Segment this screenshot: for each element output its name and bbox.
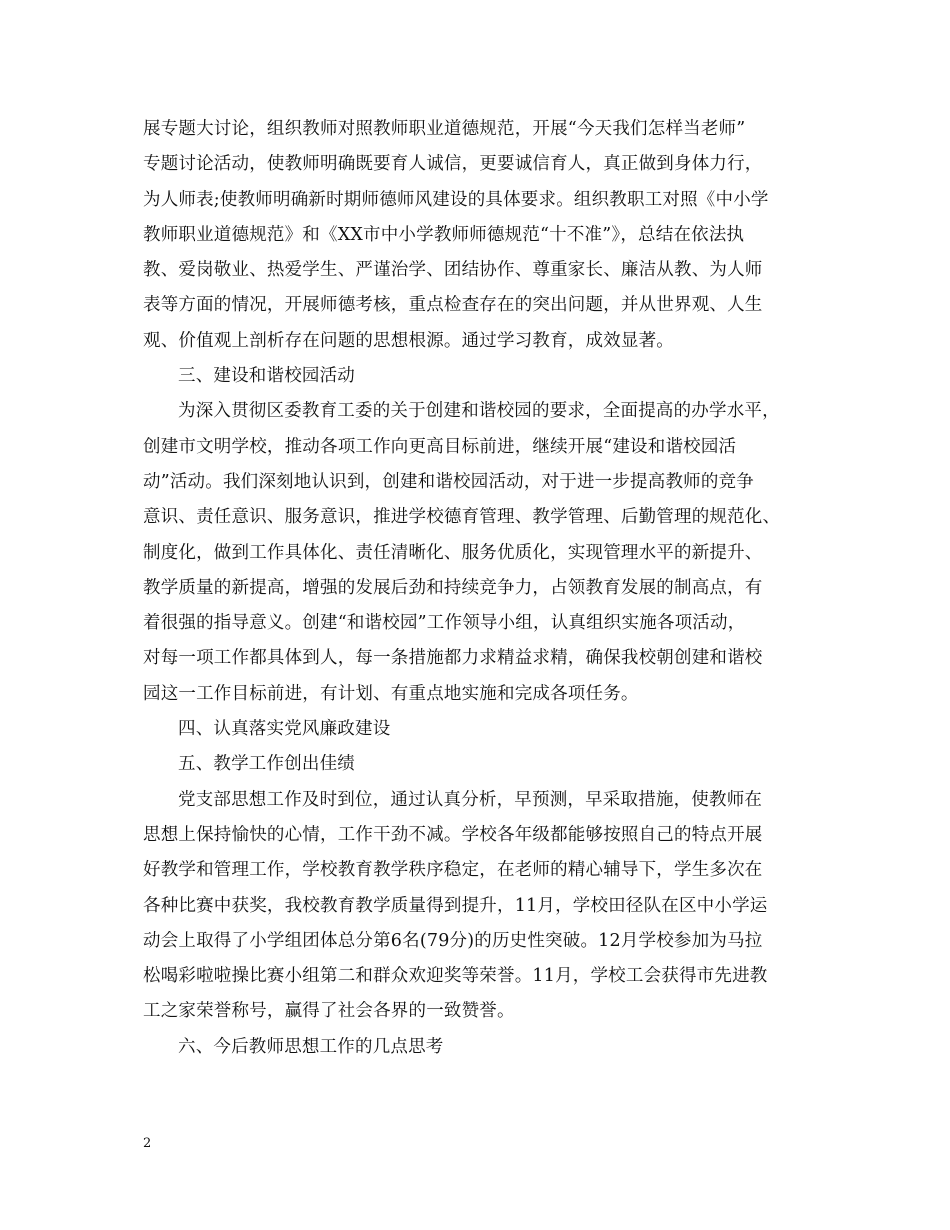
text-line: 展专题大讨论，组织教师对照教师职业道德规范，开展“今天我们怎样当老师”	[143, 119, 746, 139]
text-line: 动”活动。我们深刻地认识到，创建和谐校园活动，对于进一步提高教师的竞争	[143, 471, 754, 492]
text-line: 各种比赛中获奖，我校教育教学质量得到提升，11月，学校田径队在区中小学运	[143, 895, 768, 916]
page-number: 2	[143, 1136, 152, 1151]
text-line: 创建市文明学校，推动各项工作向更高目标前进，继续开展“建设和谐校园活	[143, 436, 737, 457]
text-line: 教、爱岗敬业、热爱学生、严谨治学、团结协作、尊重家长、廉洁从教、为人师	[143, 260, 763, 281]
text-line: 表等方面的情况，开展师德考核，重点检查存在的突出问题，并从世界观、人生	[143, 295, 763, 316]
section-heading: 六、今后教师思想工作的几点思考	[178, 1036, 444, 1057]
text-line: 动会上取得了小学组团体总分第6名(79分)的历史性突破。12月学校参加为马拉	[143, 930, 763, 951]
text-line: 制度化，做到工作具体化、责任清晰化、服务优质化，实现管理水平的新提升、	[143, 542, 763, 563]
text-line: 思想上保持愉快的心情，工作干劲不减。学校各年级都能够按照自己的特点开展	[143, 824, 763, 845]
text-line: 园这一工作目标前进，有计划、有重点地实施和完成各项任务。	[143, 683, 639, 704]
text-line: 教学质量的新提高，增强的发展后劲和持续竞争力，占领教育发展的制高点，有	[143, 577, 763, 598]
text-line: 为人师表;使教师明确新时期师德师风建设的具体要求。组织教职工对照《中小学	[143, 189, 769, 210]
text-line: 专题讨论活动，使教师明确既要育人诚信，更要诚信育人，真正做到身体力行，	[143, 154, 763, 175]
text-line: 教师职业道德规范》和《XX市中小学教师师德规范“十不准”》，总结在依法执	[143, 224, 745, 245]
text-line: 着很强的指导意义。创建“和谐校园”工作领导小组，认真组织实施各项活动，	[143, 613, 746, 634]
text-line: 工之家荣誉称号，赢得了社会各界的一致赞誉。	[143, 1001, 515, 1022]
text-line: 党支部思想工作及时到位，通过认真分析，早预测，早采取措施，使教师在	[178, 789, 763, 810]
text-line: 松喝彩啦啦操比赛小组第二和群众欢迎奖等荣誉。11月，学校工会获得市先进教	[143, 966, 768, 987]
text-line: 为深入贯彻区委教育工委的关于创建和谐校园的要求，全面提高的办学水平，	[178, 401, 780, 422]
document-body	[143, 112, 808, 1065]
text-line: 观、价值观上剖析存在问题的思想根源。通过学习教育，成效显著。	[143, 330, 674, 351]
text-line: 意识、责任意识、服务意识，推进学校德育管理、教学管理、后勤管理的规范化、	[143, 507, 781, 528]
section-heading: 五、教学工作创出佳绩	[178, 754, 355, 775]
text-line: 对每一项工作都具体到人，每一条措施都力求精益求精，确保我校朝创建和谐校	[143, 648, 763, 669]
text-line: 好教学和管理工作，学校教育教学秩序稳定，在老师的精心辅导下，学生多次在	[143, 860, 763, 881]
section-heading: 三、建设和谐校园活动	[178, 366, 355, 387]
section-heading: 四、认真落实党风廉政建设	[178, 719, 391, 740]
